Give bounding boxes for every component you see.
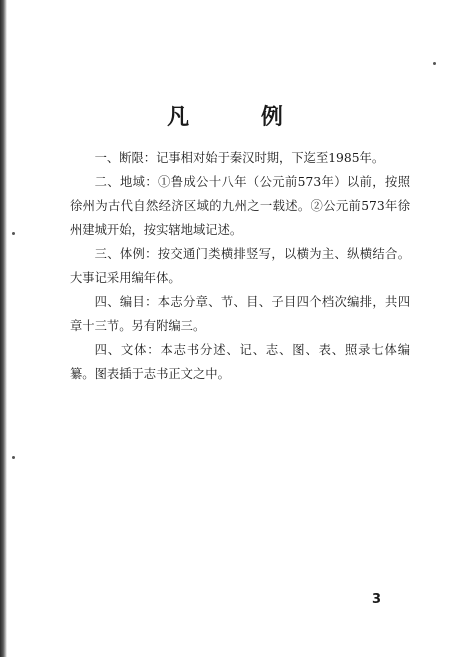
paragraph-genre: 四、文体：本志书分述、记、志、图、表、照录七体编纂。图表插于志书正文之中。 (70, 343, 410, 381)
scan-speck (12, 232, 15, 235)
paragraph-catalog: 四、编目：本志分章、节、目、子目四个档次编排，共四章十三节。另有附编三。 (70, 295, 410, 333)
guidelines-body (70, 146, 410, 386)
page-edge-shadow (0, 0, 7, 657)
paragraph-time-limit: 一、断限：记事相对始于秦汉时期，下迄至1985年。 (94, 151, 385, 165)
page-number: 3 (372, 592, 382, 607)
page-title: 凡 例 (167, 104, 315, 130)
scan-speck (433, 62, 436, 65)
paragraph-style: 三、体例：按交通门类横排竖写，以横为主、纵横结合。大事记采用编年体。 (70, 247, 410, 285)
paragraph-region: 二、地域：①鲁成公十八年（公元前573年）以前，按照徐州为古代自然经济区域的九州之一载述。②公元前573年徐州建城开始，按实辖地域记述。 (70, 175, 410, 237)
scan-speck (12, 456, 15, 459)
